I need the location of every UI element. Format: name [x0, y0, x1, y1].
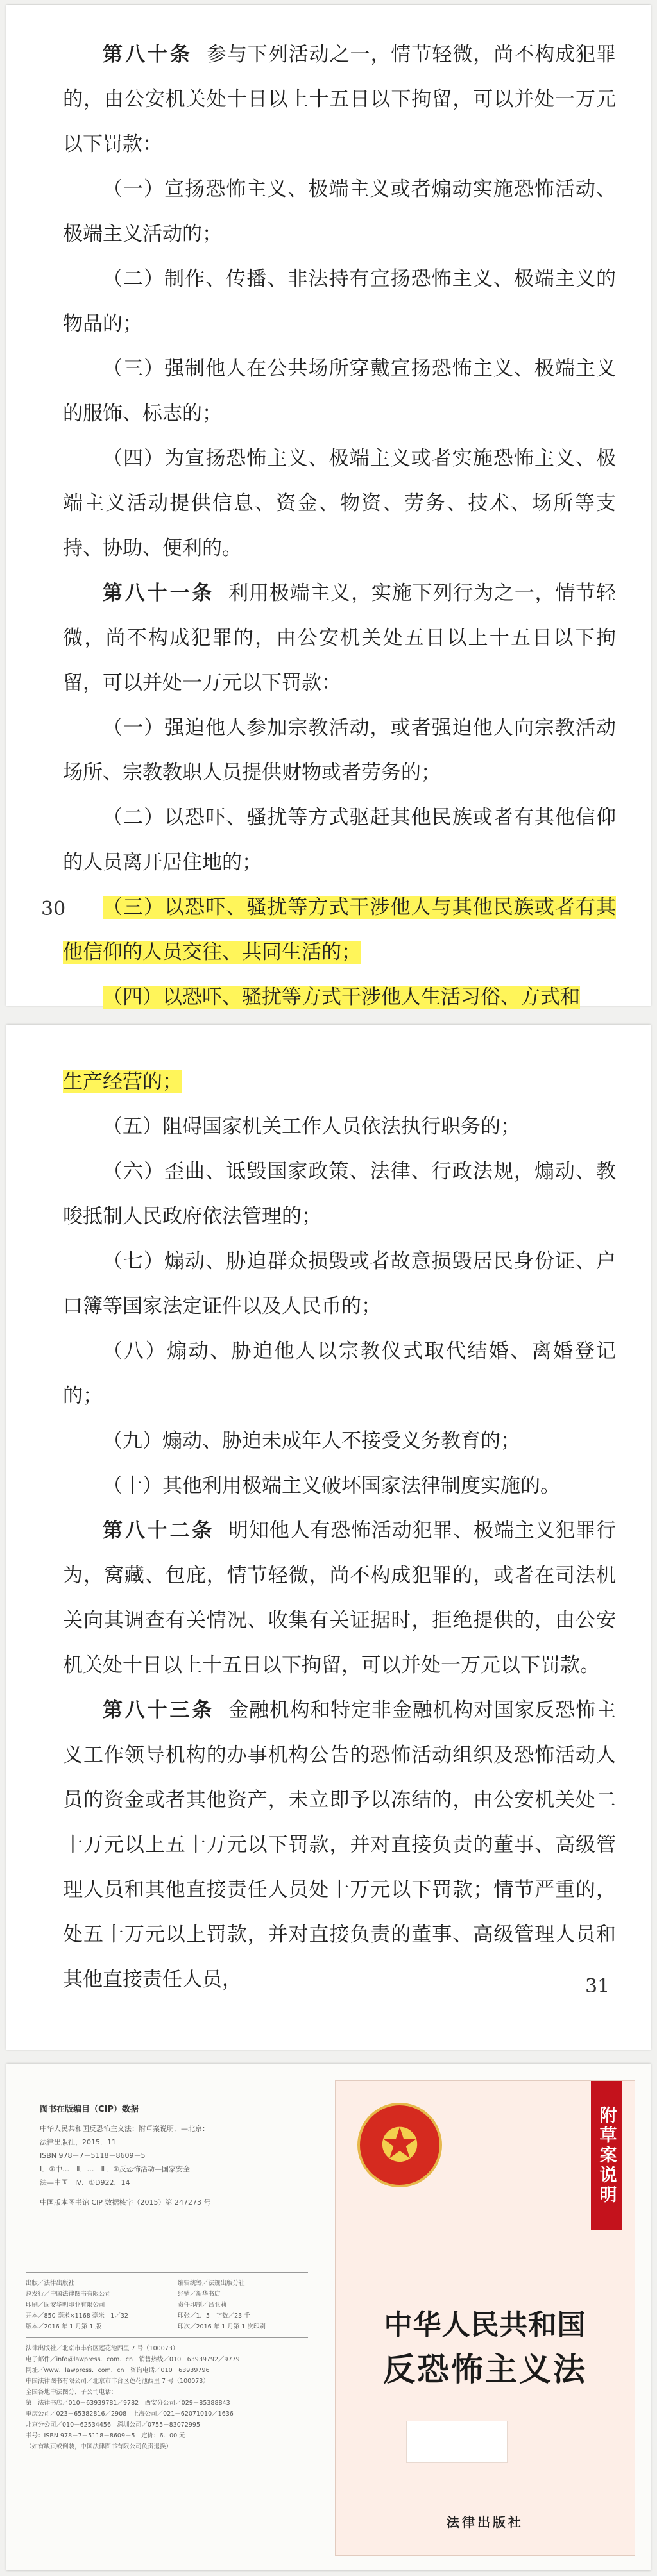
- paragraph-text: （二）制作、传播、非法持有宣扬恐怖主义、极端主义的物品的；: [63, 267, 616, 335]
- contact-line: 全国各地中法图分、子公司电话：: [26, 2389, 117, 2396]
- list-item: [63, 1329, 616, 1418]
- paragraph-text: （九）煽动、胁迫未成年人不接受义务教育的；: [103, 1429, 520, 1452]
- paragraph-text: （四）为宣扬恐怖主义、极端主义或者实施恐怖主义、极端主义活动提供信息、资金、物资、劳务、技术、场所等支持、协助、便利的。: [63, 447, 616, 560]
- divider: [26, 2272, 308, 2273]
- publication-info-item: 责任印制／吕亚莉: [178, 2302, 227, 2309]
- document-page-31: [6, 1025, 651, 2050]
- paragraph-text: （七）煽动、胁迫群众损毁或者故意损毁居民身份证、户口簿等国家法定证件以及人民币的；: [63, 1250, 616, 1318]
- article-number: 第八十一条: [103, 582, 215, 605]
- book-cover: [335, 2080, 635, 2556]
- cover-ribbon: 附草案说明: [591, 2081, 622, 2230]
- paragraph-text: （三）强制他人在公共场所穿戴宣扬恐怖主义、极端主义的服饰、标志的；: [63, 357, 616, 425]
- paragraph-text: （二）以恐吓、骚扰等方式驱赶其他民族或者有其他信仰的人员离开居住地的；: [63, 806, 616, 874]
- article-number: 第八十三条: [103, 1699, 215, 1722]
- cover-blank-box: [406, 2421, 508, 2463]
- page-number: 31: [585, 1975, 610, 1998]
- article-paragraph: [63, 32, 616, 167]
- list-item: [63, 1418, 616, 1463]
- divider: [26, 2337, 308, 2338]
- list-item: [63, 1104, 616, 1149]
- contact-line: 中国法律图书有限公司／北京市丰台区莲花池西里 7 号（100073）: [26, 2378, 209, 2385]
- cover-title-line2: 反恐怖主义法: [383, 2351, 587, 2388]
- list-item: [63, 1149, 616, 1239]
- paragraph-text: 明知他人有恐怖活动犯罪、极端主义犯罪行为，窝藏、包庇，情节轻微，尚不构成犯罪的，或者在司法机关向其调查有关情况、收集有关证据时，拒绝提供的，由公安机关处十日以上十五日以下拘留，可以并处一万元以下罚款。: [63, 1519, 617, 1677]
- paragraph-text: （十）其他利用极端主义破坏国家法律制度实施的。: [103, 1474, 560, 1497]
- list-item: [63, 1463, 616, 1508]
- cip-line: 法—中国 Ⅳ．①D922．14: [40, 2178, 130, 2187]
- cip-data-block: [26, 2083, 321, 2452]
- contact-line: （如有缺页或倒装，中国法律图书有限公司负责退换）: [26, 2443, 173, 2450]
- publication-info-item: 开本／850 毫米×1168 毫米 1／32: [26, 2312, 128, 2319]
- publication-info-item: 编辑统筹／法规出版分社: [178, 2280, 245, 2287]
- cip-line: 法律出版社，2015．11: [40, 2138, 116, 2146]
- highlighted-text: （三）以恐吓、骚扰等方式干涉他人与其他民族或者有其他信仰的人员交往、共同生活的；: [63, 896, 616, 964]
- list-item: [63, 705, 616, 795]
- publication-info-item: 版本／2016 年 1 月第 1 版: [26, 2323, 101, 2330]
- paragraph-text: 利用极端主义，实施下列行为之一，情节轻微，尚不构成犯罪的，由公安机关处五日以上十五日以下拘留，可以并处一万元以下罚款：: [63, 582, 617, 695]
- article-paragraph: [63, 571, 616, 705]
- cover-publisher: 法律出版社: [447, 2514, 524, 2530]
- highlighted-text: （四）以恐吓、骚扰等方式干涉他人生活习俗、方式和: [103, 986, 580, 1009]
- list-item: [63, 885, 616, 975]
- publication-info-item: 出版／法律出版社: [26, 2280, 75, 2287]
- contact-line: 法律出版社／北京市丰台区莲花池西里 7 号（100073）: [26, 2345, 179, 2352]
- paragraph-text: （一）宣扬恐怖主义、极端主义或者煽动实施恐怖活动、极端主义活动的；: [63, 178, 616, 246]
- list-item: [63, 975, 616, 1020]
- contact-line: 重庆公司／023－65382816／2908 上海公司／021－62071010／1636: [26, 2411, 234, 2418]
- publication-info-item: 印刷／固安华明印业有限公司: [26, 2302, 105, 2309]
- page-number: 30: [41, 898, 66, 920]
- cip-record-number: 中国版本图书馆 CIP 数据核字（2015）第 247273 号: [40, 2198, 211, 2207]
- paragraph-text: 参与下列活动之一，情节轻微，尚不构成犯罪的，由公安机关处十日以上十五日以下拘留，可以并处一万元以下罚款：: [63, 43, 616, 156]
- paragraph-text: 金融机构和特定非金融机构对国家反恐怖主义工作领导机构的办事机构公告的恐怖活动组织及恐怖活动人员的资金或者其他资产，未立即予以冻结的，由公安机关处二十万元以上五十万元以下罚款，并对直接负责的董事、高级管理人员和其他直接责任人员处十万元以下罚款；情节严重的，处五十万元以上罚款，并对直接负责的董事、高级管理人员和其他直接责任人员，: [63, 1699, 617, 1991]
- national-emblem-icon: ✪: [357, 2103, 442, 2187]
- cover-title-line1: 中华人民共和国: [384, 2309, 586, 2341]
- page-30-body: [63, 32, 616, 1020]
- article-number: 第八十条: [103, 43, 192, 66]
- cip-lines: [26, 2122, 321, 2189]
- continued-text: [63, 1059, 616, 1104]
- publication-info-item: 总发行／中国法律图书有限公司: [26, 2291, 112, 2298]
- cip-line: 中华人民共和国反恐怖主义法：附草案说明．—北京：: [40, 2125, 209, 2133]
- contact-line: 第一法律书店／010－63939781／9782 西安分公司／029－85388843: [26, 2400, 230, 2407]
- article-paragraph: [63, 1688, 616, 2002]
- paragraph-text: （五）阻碍国家机关工作人员依法执行职务的；: [103, 1115, 520, 1138]
- book-copyright-and-cover: [6, 2064, 651, 2570]
- cip-line: ISBN 978－7－5118－8609－5: [40, 2151, 146, 2160]
- contact-line: 书号：ISBN 978－7－5118－8609－5 定价：6．00 元: [26, 2432, 185, 2439]
- publication-info-item: 印次／2016 年 1 月第 1 次印刷: [178, 2323, 266, 2330]
- highlighted-text: 生产经营的；: [63, 1070, 182, 1093]
- publication-info-item: 经销／新华书店: [178, 2291, 221, 2298]
- publication-info-item: 印张／1．5 字数／23 千: [178, 2312, 250, 2319]
- contact-line: 北京分公司／010－62534456 深圳公司／0755－83072995: [26, 2421, 201, 2429]
- article-number: 第八十二条: [103, 1519, 215, 1542]
- list-item: [63, 167, 616, 257]
- cip-line: Ⅰ．①中… Ⅱ．… Ⅲ．①反恐怖活动—国家安全: [40, 2165, 190, 2173]
- list-item: [63, 795, 616, 885]
- list-item: [63, 1239, 616, 1329]
- cip-title: 图书在版编目（CIP）数据: [40, 2105, 139, 2114]
- paragraph-text: （八）煽动、胁迫他人以宗教仪式取代结婚、离婚登记的；: [63, 1340, 616, 1408]
- list-item: [63, 346, 616, 436]
- contact-line: 电子邮件／info＠lawpress．com．cn 销售热线／010－63939792／9779: [26, 2356, 240, 2363]
- list-item: [63, 257, 616, 346]
- paragraph-text: （一）强迫他人参加宗教活动，或者强迫他人向宗教活动场所、宗教教职人员提供财物或者劳务的；: [63, 716, 616, 784]
- paragraph-text: （六）歪曲、诋毁国家政策、法律、行政法规，煽动、教唆抵制人民政府依法管理的；: [63, 1160, 616, 1228]
- article-paragraph: [63, 1508, 616, 1688]
- document-page-30: [6, 5, 651, 1009]
- list-item: [63, 436, 616, 571]
- contact-info: [26, 2343, 321, 2452]
- page-31-body: [63, 1059, 616, 2002]
- contact-line: 网址／www．lawpress．com．cn 咨询电话／010－63939796: [26, 2367, 210, 2374]
- publication-info-grid: [26, 2278, 321, 2332]
